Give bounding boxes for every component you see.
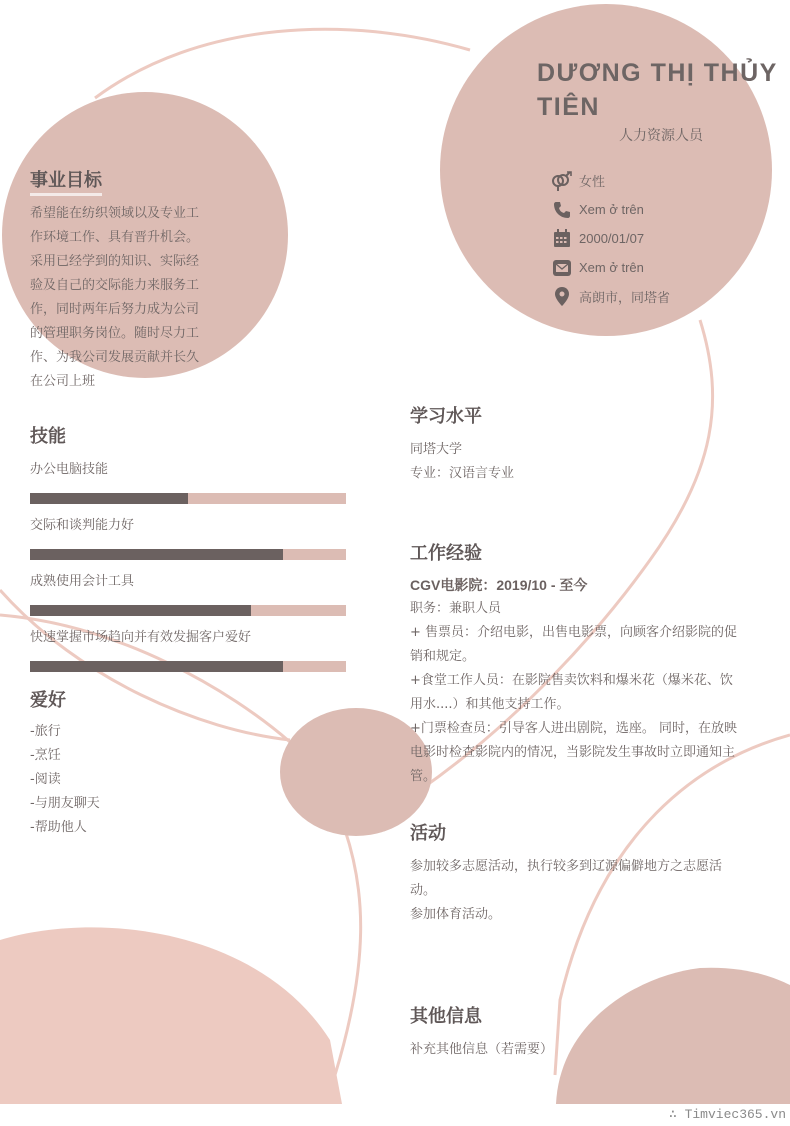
hobby-item: -与朋友聊天 — [30, 796, 100, 811]
calendar-icon — [551, 228, 573, 250]
contact-address — [551, 282, 670, 311]
hobby-item: -旅行 — [30, 724, 61, 739]
experience-line: 用水....）和其他支持工作。 — [410, 697, 570, 712]
skill-bar — [30, 661, 346, 672]
watermark: ∴ Timviec365.vn — [668, 1107, 786, 1122]
activity-line: 动。 — [410, 883, 437, 898]
skill-bar-fill — [30, 605, 251, 616]
birthdate-value: 2000/01/07 — [579, 231, 645, 246]
skill-label: 办公电脑技能 — [30, 462, 109, 477]
objective-line: 希望能在纺织领域以及专业工 — [30, 206, 200, 221]
skill-item — [30, 626, 346, 672]
skill-label: 成熟使用会计工具 — [30, 574, 135, 589]
experience-line: 销和规定。 — [410, 649, 476, 664]
objective-section — [30, 166, 102, 196]
job-title: 人力资源人员 — [619, 128, 703, 144]
skills-section — [30, 422, 346, 672]
activities-title: 活动 — [410, 823, 446, 844]
hobby-item: -阅读 — [30, 772, 61, 787]
education-section — [410, 402, 750, 486]
skill-bar-fill — [30, 661, 283, 672]
skills-title: 技能 — [30, 426, 66, 447]
phone-value: Xem ở trên — [579, 202, 644, 217]
objective-line: 在公司上班 — [30, 374, 96, 389]
objective-line: 验及自己的交际能力来服务工 — [30, 278, 200, 293]
skill-item — [30, 458, 346, 504]
skill-bar-fill — [30, 493, 188, 504]
hobbies-list — [30, 720, 100, 840]
gender-icon — [551, 170, 573, 192]
gender-value: 女性 — [579, 174, 606, 189]
objective-line: 的管理职务岗位。随时尽力工 — [30, 326, 200, 341]
other-info-section — [410, 1002, 750, 1062]
address-value: 高朗市，同塔省 — [579, 290, 671, 305]
objective-line: 作，同时两年后努力成为公司 — [30, 302, 200, 317]
skill-label: 快速掌握市场趋向并有效发掘客户爱好 — [30, 630, 252, 645]
experience-line: +食堂工作人员：在影院售卖饮料和爆米花（爆米花、饮 — [410, 673, 733, 688]
experience-line: + 售票员：介绍电影，出售电影票，向顾客介绍影院的促 — [410, 625, 738, 640]
activities-section — [410, 819, 750, 927]
skill-bar-fill — [30, 549, 283, 560]
skill-item — [30, 514, 346, 560]
contact-phone — [551, 195, 670, 224]
objective-text — [30, 202, 220, 394]
hobby-item: -帮助他人 — [30, 820, 87, 835]
major: 专业：汉语言专业 — [410, 466, 515, 481]
contact-info — [551, 166, 670, 311]
hobbies-section — [30, 686, 100, 840]
contact-email — [551, 253, 670, 282]
location-pin-icon — [551, 286, 573, 308]
experience-title: 工作经验 — [410, 543, 482, 564]
activity-line: 参加体育活动。 — [410, 907, 502, 922]
email-value: Xem ở trên — [579, 260, 644, 275]
objective-title: 事业目标 — [30, 166, 102, 196]
experience-line: 职务：兼职人员 — [410, 601, 502, 616]
email-icon — [551, 257, 573, 279]
footer — [0, 1104, 790, 1126]
other-info-title: 其他信息 — [410, 1006, 482, 1027]
contact-gender — [551, 166, 670, 195]
skill-bar — [30, 493, 346, 504]
experience-line: 管。 — [410, 769, 437, 784]
hobby-item: -烹饪 — [30, 748, 61, 763]
experience-line: 电影时检查影院内的情况，当影院发生事故时立即通知主 — [410, 745, 736, 760]
experience-section — [410, 539, 750, 789]
skill-bar — [30, 605, 346, 616]
activity-line: 参加较多志愿活动，执行较多到辽源偏僻地方之志愿活 — [410, 859, 723, 874]
education-title: 学习水平 — [410, 406, 482, 427]
school-name: 同塔大学 — [410, 442, 463, 457]
skill-bar — [30, 549, 346, 560]
contact-birthdate — [551, 224, 670, 253]
company-line: CGV电影院：2019/10 - 至今 — [410, 577, 588, 593]
hobbies-title: 爱好 — [30, 690, 66, 711]
objective-line: 作环境工作、具有晋升机会。 — [30, 230, 200, 245]
phone-icon — [551, 199, 573, 221]
skill-label: 交际和谈判能力好 — [30, 518, 135, 533]
experience-line: +门票检查员：引导客人进出剧院，选座。 同时，在放映 — [410, 721, 738, 736]
objective-line: 采用已经学到的知识、实际经 — [30, 254, 200, 269]
skill-item — [30, 570, 346, 616]
objective-line: 作、为我公司发展贡献并长久 — [30, 350, 200, 365]
candidate-name: DƯƠNG THỊ THỦY TIÊN — [537, 59, 778, 121]
other-info-text: 补充其他信息（若需要） — [410, 1042, 554, 1057]
